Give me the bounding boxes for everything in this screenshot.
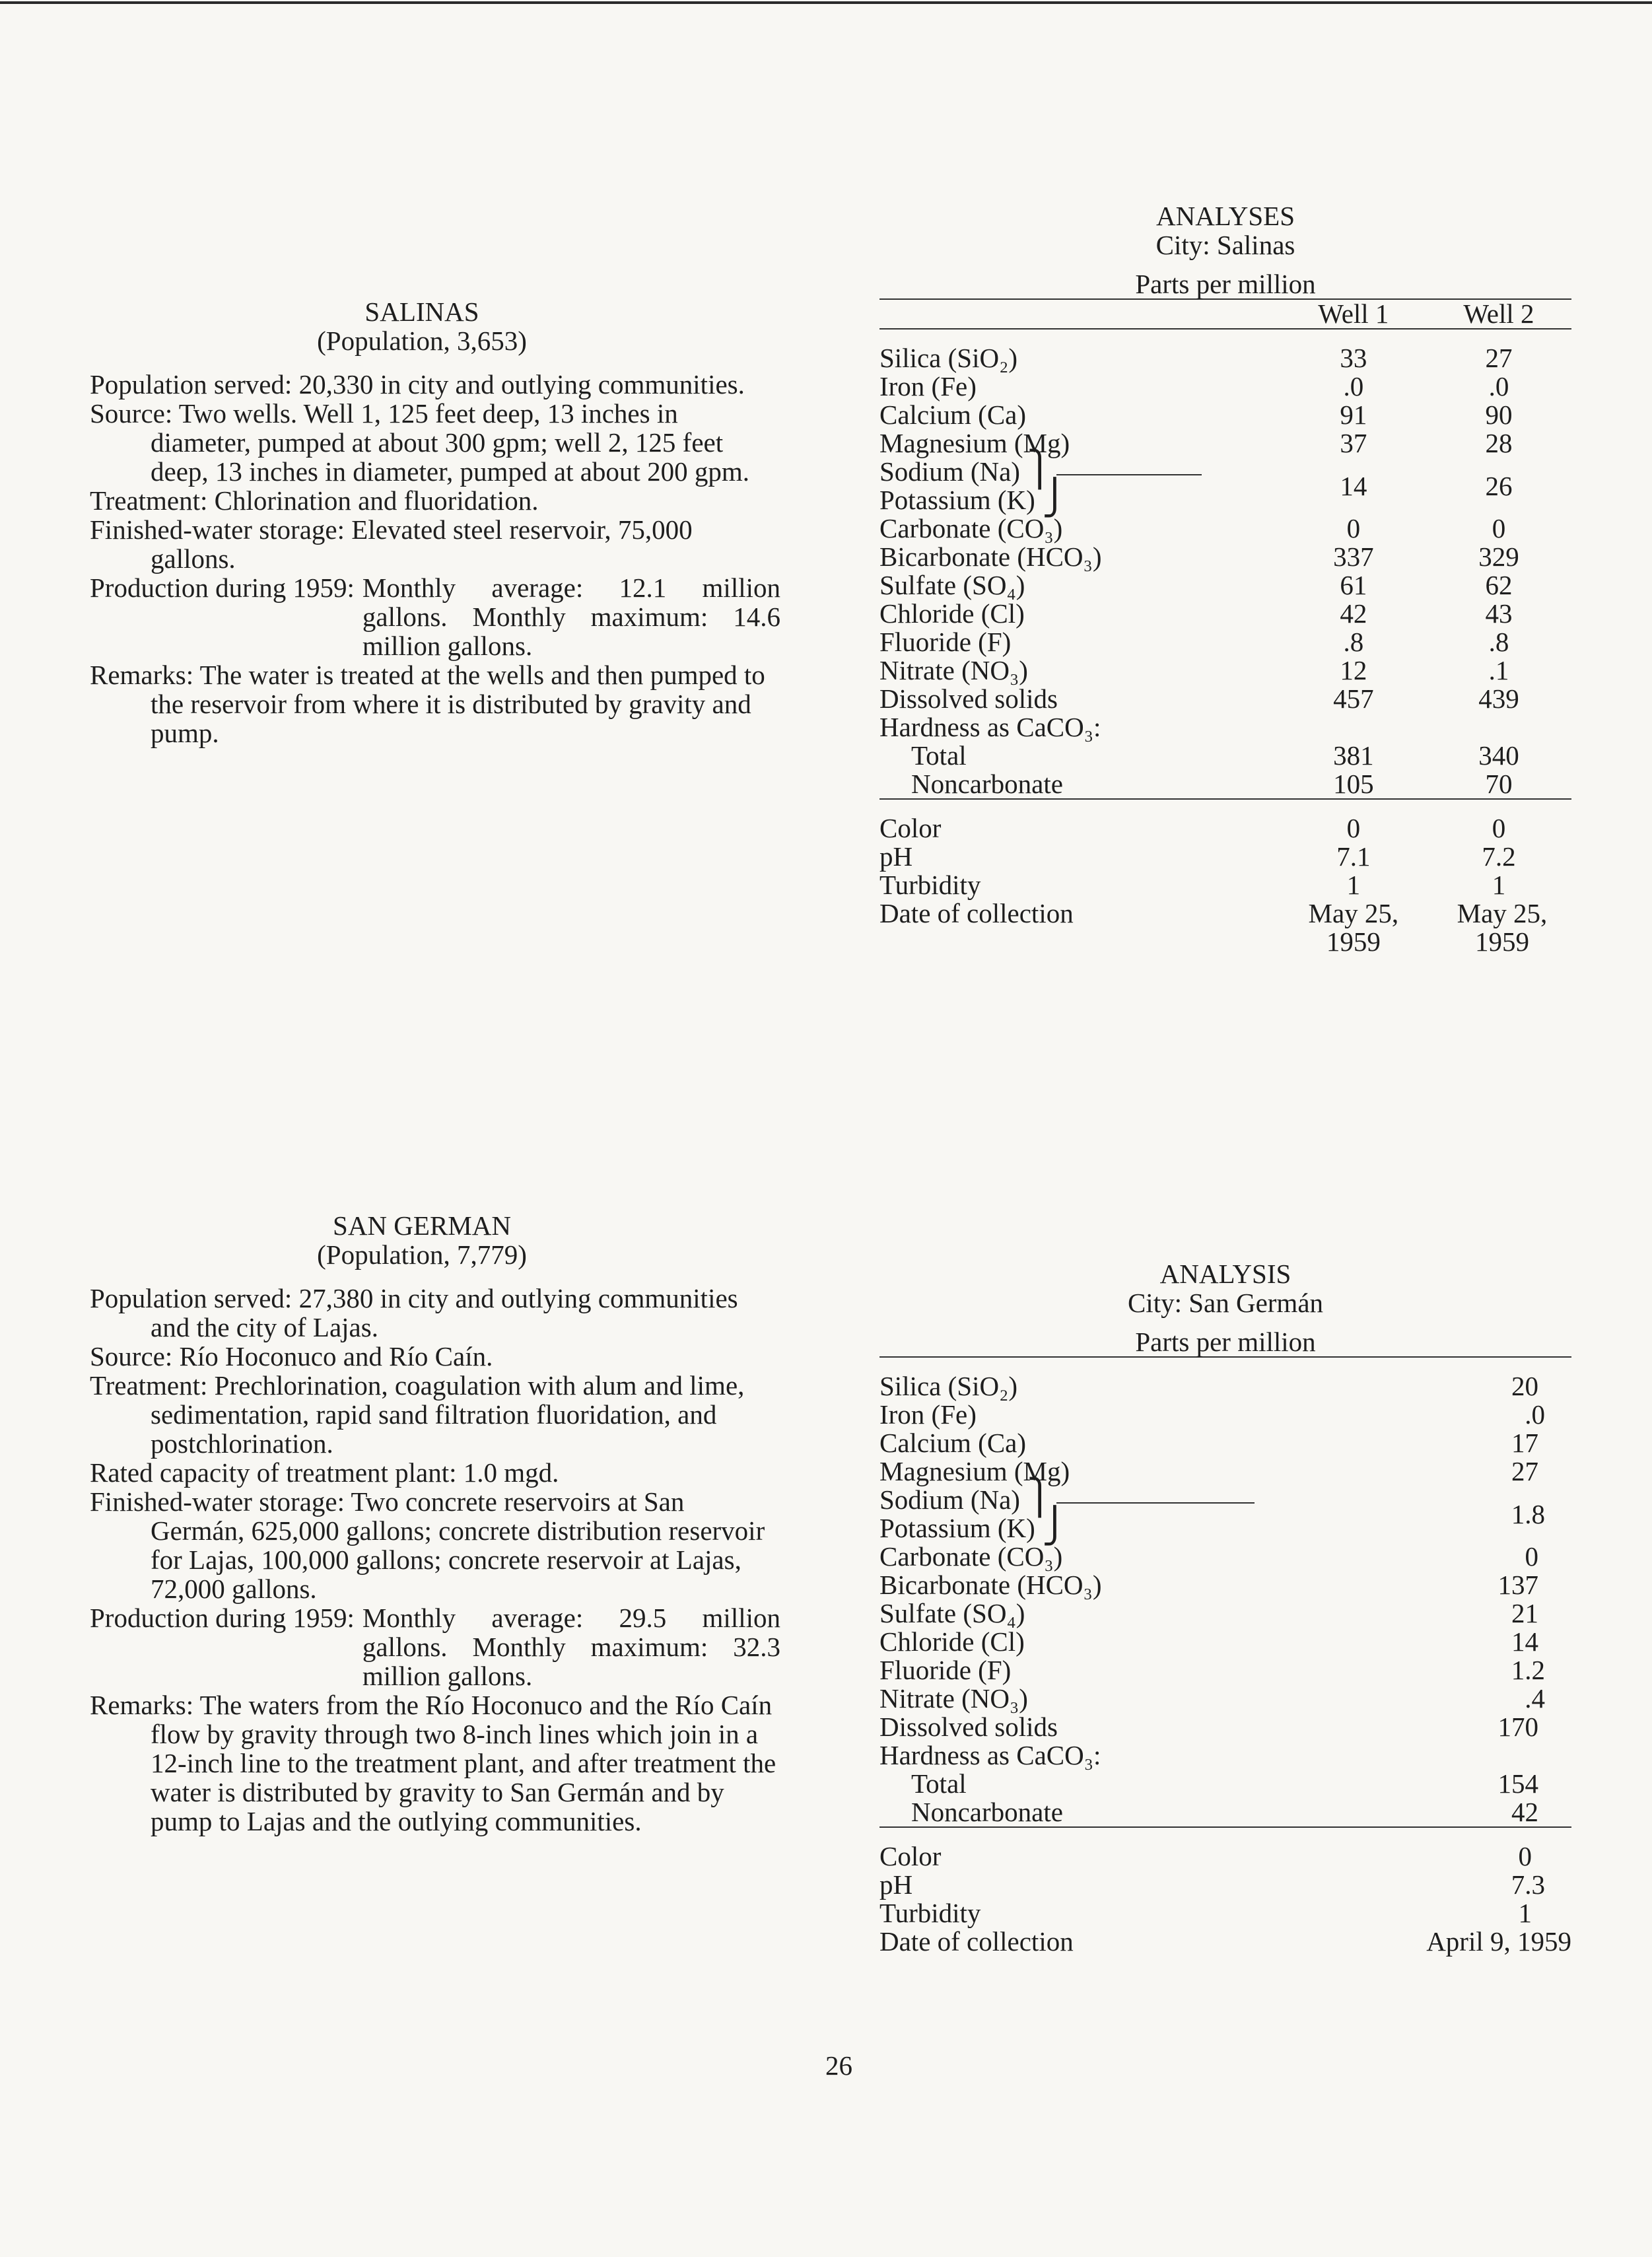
- table-row: Magnesium (Mg) 27: [879, 1456, 1538, 1486]
- sangerman-remarks: Remarks: The waters from the Río Hoconuco and the Río Caín flow by gravity through two 8-inch lines which join in a 12-inch line to the treatment plant, and after treatment the water is distributed by gravity to San Germán and by pump to Lajas and the outlying communities.: [90, 1690, 776, 1836]
- table-row: Sulfate (SO₄) 61 62: [879, 570, 1513, 600]
- table-row: pH 7.3: [879, 1869, 1545, 1900]
- sangerman-analysis: [879, 1259, 1571, 1956]
- table-row: Date of collection May 25, 1959 May 25, 1959: [879, 898, 1548, 957]
- table-row: Color 0: [879, 1841, 1532, 1871]
- salinas-units: Parts per million: [879, 270, 1571, 299]
- salinas-remarks: Remarks: The water is treated at the wells and then pumped to the reservoir from where it is distributed by gravity and pump.: [90, 660, 765, 748]
- table-row: Sodium (Na) ⎫ 14 26: [879, 451, 1513, 501]
- salinas-served: Population served: 20,330 in city and outlying communities.: [90, 369, 745, 399]
- salinas-col-well2: Well 2: [1463, 298, 1534, 329]
- table-row: Calcium (Ca) 91 90: [879, 399, 1513, 430]
- table-row: Bicarbonate (HCO₃) 337 329: [879, 541, 1519, 572]
- table-row: Sodium (Na) ⎫ 1.8: [879, 1479, 1545, 1529]
- leader-line: [1056, 474, 1202, 475]
- salinas-population: (Population, 3,653): [317, 326, 527, 356]
- salinas-analysis: [879, 201, 1571, 956]
- table-row: Fluoride (F) 1.2: [879, 1655, 1545, 1685]
- sangerman-served: Population served: 27,380 in city and outlying communities and the city of Lajas.: [90, 1283, 738, 1342]
- salinas-source: Source: Two wells. Well 1, 125 feet deep, 13 inches in diameter, pumped at about 300 gpm; well 2, 125 feet deep, 13 inches in diameter, pumped at about 200 gpm.: [90, 398, 749, 487]
- salinas-analysis-city: City: Salinas: [1155, 230, 1295, 260]
- table-row: Silica (SiO₂) 20: [879, 1371, 1538, 1401]
- salinas-storage: Finished-water storage: Elevated steel reservoir, 75,000 gallons.: [90, 514, 693, 574]
- table-row: Noncarbonate 105 70: [879, 770, 1571, 799]
- table-row: Hardness as CaCO₃:: [879, 712, 1101, 742]
- brace-mark: ⎫: [1027, 451, 1053, 489]
- table-row: Dissolved solids 170: [879, 1712, 1538, 1742]
- sangerman-section: [90, 1211, 780, 1836]
- sangerman-production-value: Monthly average: 29.5 million gallons. Monthly maximum: 32.3 million gallons.: [362, 1603, 780, 1691]
- sangerman-title: SAN GERMAN: [333, 1210, 511, 1241]
- table-row: Hardness as CaCO₃:: [879, 1740, 1101, 1770]
- table-row: pH 7.1 7.2: [879, 841, 1516, 872]
- salinas-col-well1: Well 1: [1318, 298, 1389, 329]
- table-row: Sulfate (SO₄) 21: [879, 1598, 1538, 1628]
- brace-mark: ⎭: [1042, 1508, 1068, 1545]
- sangerman-population: (Population, 7,779): [317, 1239, 527, 1270]
- table-row: Date of collection April 9, 1959: [879, 1926, 1571, 1957]
- table-row: Dissolved solids 457 439: [879, 683, 1519, 714]
- page-number: 26: [825, 2050, 852, 2081]
- table-row: Potassium (K) ⎭: [879, 1508, 1068, 1545]
- table-row: Fluoride (F) .8 .8: [879, 627, 1509, 657]
- salinas-production-value: Monthly average: 12.1 million gallons. Monthly maximum: 14.6 million gallons.: [362, 573, 780, 661]
- table-row: Color 0 0: [879, 813, 1506, 843]
- sangerman-production-label: Production during 1959:: [90, 1603, 355, 1633]
- table-row: Carbonate (CO₃) 0 0: [879, 513, 1506, 543]
- table-row: Turbidity 1: [879, 1898, 1532, 1928]
- table-row: Magnesium (Mg) 37 28: [879, 428, 1513, 458]
- table-row: Bicarbonate (HCO₃) 137: [879, 1570, 1538, 1600]
- salinas-treatment: Treatment: Chlorination and fluoridation.: [90, 485, 539, 516]
- sangerman-units: Parts per million: [879, 1328, 1571, 1357]
- salinas-production: [90, 573, 780, 660]
- sangerman-source: Source: Río Hoconuco and Río Caín.: [90, 1341, 493, 1372]
- table-row: Iron (Fe) .0: [879, 1399, 1545, 1430]
- sangerman-storage: Finished-water storage: Two concrete reservoirs at San Germán, 625,000 gallons; concrete distribution reservoir for Lajas, 100,000 gallons; concrete reservoir at Lajas, 72,000 gallons.: [90, 1486, 765, 1604]
- scan-top-edge: [0, 1, 1652, 4]
- table-row: Calcium (Ca) 17: [879, 1428, 1538, 1458]
- salinas-production-label: Production during 1959:: [90, 573, 355, 603]
- sangerman-capacity: Rated capacity of treatment plant: 1.0 mgd.: [90, 1457, 559, 1488]
- table-row: Iron (Fe) .0 .0: [879, 371, 1509, 401]
- salinas-section: [90, 297, 780, 747]
- table-row: Turbidity 1 1: [879, 870, 1506, 900]
- sangerman-treatment: Treatment: Prechlorination, coagulation with alum and lime, sedimentation, rapid sand filtration fluoridation, and postchlorination.: [90, 1370, 745, 1459]
- leader-line: [1056, 1502, 1255, 1504]
- sangerman-analysis-title: ANALYSIS: [1159, 1259, 1291, 1289]
- brace-mark: ⎫: [1027, 1479, 1053, 1517]
- table-row: Nitrate (NO₃) 12 .1: [879, 655, 1509, 685]
- salinas-analysis-title: ANALYSES: [1155, 201, 1295, 231]
- table-row: Silica (SiO₂) 33 27: [879, 343, 1513, 373]
- table-row: Total 381 340: [911, 740, 1519, 771]
- brace-mark: ⎭: [1042, 479, 1068, 517]
- table-row: Chloride (Cl) 42 43: [879, 598, 1513, 629]
- table-row: Noncarbonate 42: [879, 1798, 1571, 1827]
- table-row: Total 154: [911, 1768, 1538, 1799]
- sangerman-analysis-city: City: San Germán: [1127, 1288, 1324, 1318]
- sangerman-production: [90, 1603, 780, 1690]
- table-row: Carbonate (CO₃) 0: [879, 1541, 1538, 1572]
- table-row: Chloride (Cl) 14: [879, 1626, 1538, 1657]
- table-row: Nitrate (NO₃) .4: [879, 1683, 1545, 1714]
- salinas-title: SALINAS: [364, 296, 479, 327]
- sangerman-analysis-table: [879, 1328, 1571, 1956]
- salinas-analysis-table: [879, 270, 1571, 956]
- table-row: Potassium (K) ⎭: [879, 479, 1068, 517]
